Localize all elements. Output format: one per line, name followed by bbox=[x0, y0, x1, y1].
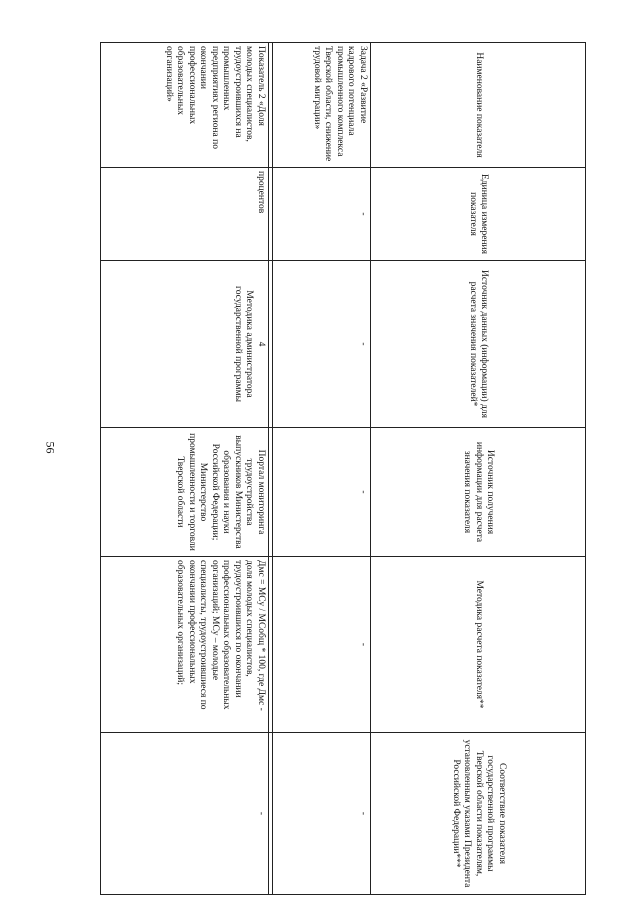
header-data-source: Источник данных (информации) для расчета значения показателей* bbox=[371, 261, 586, 428]
header-method: Методика расчета показателя** bbox=[371, 557, 586, 733]
row1-unit: - bbox=[273, 168, 371, 261]
row1-data-source: - bbox=[273, 261, 371, 428]
header-unit: Единица измерения показателя bbox=[371, 168, 586, 261]
row1-name: Задача 2 «Развитие кадрового потенциала промышленного комплекса Тверской области, снижение трудовой миграции» bbox=[273, 43, 371, 168]
row2-method: Дмс = МСу / МСобщ * 100, где Дмс - доля молодых специалистов, трудоустроившихся по окончании профессиональных образовательных организаций; МСу – молодые специалисты, трудоустроившиеся по окончании профессиональных образовательных организаций; bbox=[101, 557, 269, 733]
row2-data-source-text: Методика администратора государственной программы bbox=[233, 286, 255, 402]
header-compliance: Соответствие показателя государственной программы Тверской области показателям, установленным указами Президента Российской Федерации*** bbox=[371, 733, 586, 895]
row-separator bbox=[269, 43, 273, 895]
row2-data-source-number: 4 bbox=[256, 341, 266, 347]
indicator-table bbox=[100, 42, 586, 895]
page-number: 56 bbox=[43, 441, 58, 454]
row2-name: Показатель 2 «Доля молодых специалистов, трудоустроившихся на промышленных предприятиях региона по окончании профессиональных образовательных организаций» bbox=[101, 43, 269, 168]
row2-compliance: - bbox=[101, 733, 269, 895]
row2-data-source bbox=[101, 261, 269, 428]
rotated-table-container bbox=[100, 42, 586, 894]
row1-compliance: - bbox=[273, 733, 371, 895]
header-name: Наименование показателя bbox=[371, 43, 586, 168]
table-row bbox=[273, 43, 371, 895]
header-info-source: Источник получения информации для расчета значения показателя bbox=[371, 428, 586, 557]
row2-info-source: Портал мониторинга трудоустройства выпускников Министерства образования и науки Российской Федерации; Министерство промышленности и торговли Тверской области bbox=[101, 428, 269, 557]
row1-method: - bbox=[273, 557, 371, 733]
row2-unit: процентов bbox=[101, 168, 269, 261]
row1-info-source: - bbox=[273, 428, 371, 557]
table-header-row bbox=[371, 43, 586, 895]
table-row bbox=[101, 43, 269, 895]
